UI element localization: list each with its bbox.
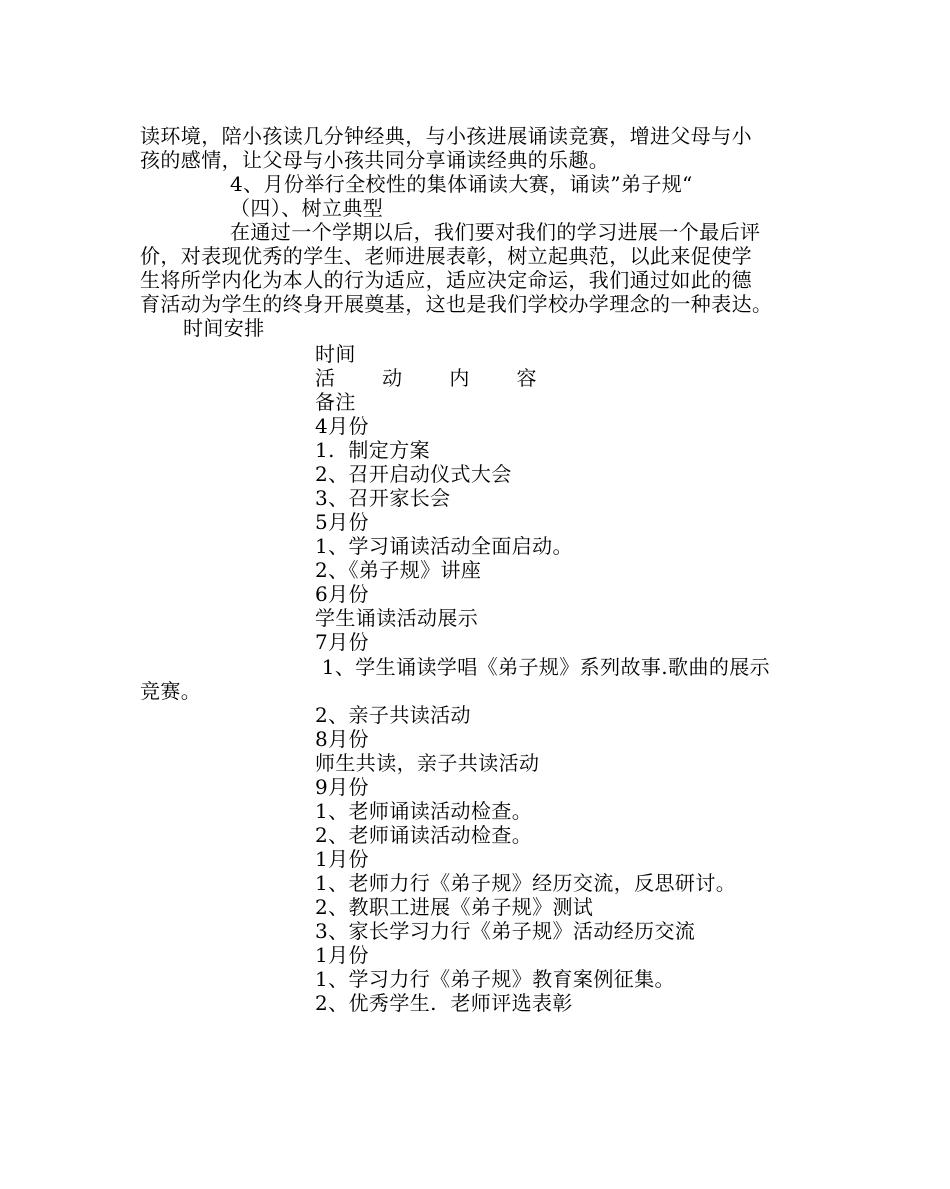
schedule-heading: 时间安排 (183, 316, 265, 340)
schedule-month: 1月份 (315, 847, 369, 871)
schedule-month: 5月份 (315, 510, 369, 534)
schedule-month: 9月份 (315, 775, 369, 799)
schedule-item: 2、老师诵读活动检查。 (315, 823, 533, 847)
schedule-item: 1、学生诵读学唱《弟子规》系列故事.歌曲的展示 (315, 655, 771, 679)
schedule-item: 2、优秀学生. 老师评选表彰 (315, 991, 573, 1015)
body-line: 读环境，陪小孩读几分钟经典，与小孩进展诵读竞赛，增进父母与小 (140, 124, 752, 148)
schedule-month: 1月份 (315, 943, 369, 967)
schedule-item: 3、召开家长会 (315, 486, 451, 510)
schedule-item: 1. 制定方案 (315, 438, 430, 462)
body-line: 育活动为学生的终身开展奠基，这也是我们学校办学理念的一种表达。 (140, 292, 773, 316)
schedule-month: 8月份 (315, 727, 369, 751)
body-line: 生将所学内化为本人的行为适应，适应决定命运，我们通过如此的德 (140, 268, 752, 292)
schedule-month: 7月份 (315, 630, 369, 654)
schedule-header-content: 活 动 内 容 (315, 366, 537, 390)
body-line: 价，对表现优秀的学生、老师进展表彰，树立起典范，以此来促使学 (140, 244, 752, 268)
schedule-item: 1、学习力行《弟子规》教育案例征集。 (315, 967, 675, 991)
schedule-item: 2、亲子共读活动 (315, 703, 471, 727)
schedule-item: 1、老师诵读活动检查。 (315, 799, 533, 823)
schedule-item: 2、教职工进展《弟子规》测试 (315, 895, 594, 919)
body-line: 在通过一个学期以后，我们要对我们的学习进展一个最后评 (230, 220, 761, 244)
schedule-header-time: 时间 (315, 342, 356, 366)
schedule-item: 学生诵读活动展示 (315, 606, 479, 630)
schedule-item: 师生共读，亲子共读活动 (315, 751, 540, 775)
schedule-item: 1、老师力行《弟子规》经历交流，反思研讨。 (315, 871, 737, 895)
schedule-item: 2、《弟子规》讲座 (315, 558, 482, 582)
schedule-month: 4月份 (315, 414, 369, 438)
schedule-item: 3、家长学习力行《弟子规》活动经历交流 (315, 919, 696, 943)
section-heading: （四）、树立典型 (230, 196, 384, 220)
schedule-item: 1、学习诵读活动全面启动。 (315, 534, 573, 558)
schedule-header-note: 备注 (315, 390, 356, 414)
schedule-month: 6月份 (315, 582, 369, 606)
schedule-item: 2、召开启动仪式大会 (315, 462, 512, 486)
body-line: 4、月份举行全校性的集体诵读大赛，诵读”弟子规“ (230, 172, 693, 196)
schedule-item-continuation: 竞赛。 (140, 679, 202, 703)
body-line: 孩的感情，让父母与小孩共同分享诵读经典的乐趣。 (140, 148, 610, 172)
